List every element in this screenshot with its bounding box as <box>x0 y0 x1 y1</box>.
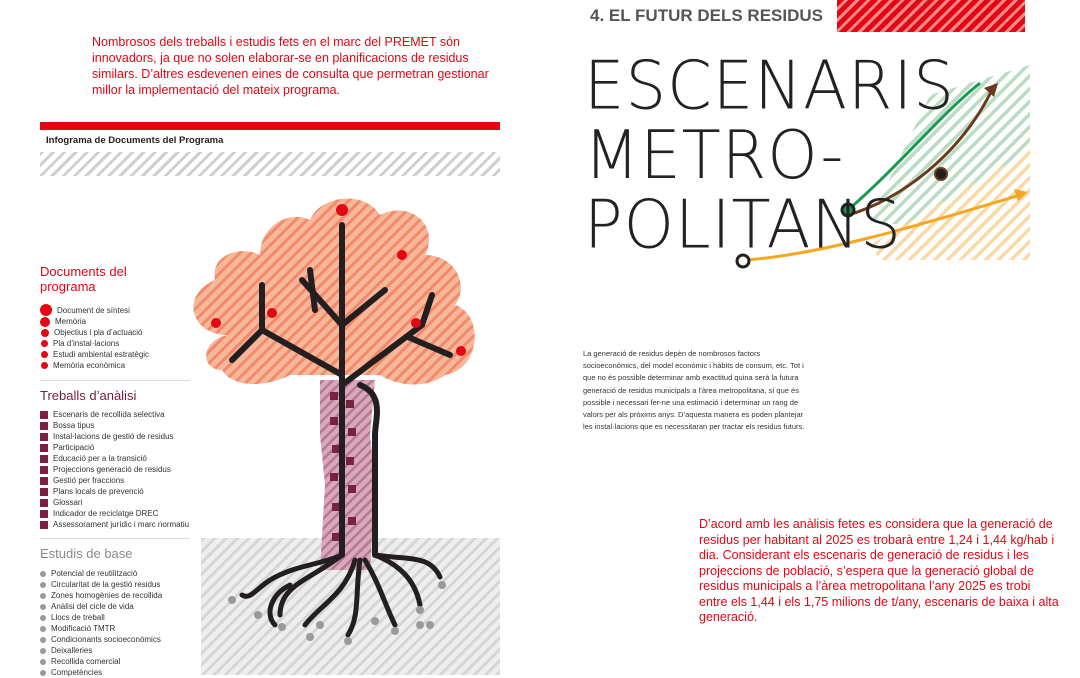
grey-dot-icon <box>40 626 46 632</box>
list-item: Deixalleries <box>40 645 162 656</box>
hatched-red-block <box>837 0 1025 32</box>
list-item: Plans locals de prevenció <box>40 486 189 497</box>
square-icon <box>40 521 48 529</box>
list-item: Recollida comercial <box>40 656 162 667</box>
list-item: Circularitat de la gestió residus <box>40 579 162 590</box>
red-dot-icon <box>41 340 48 347</box>
tree-trunk <box>320 380 375 570</box>
list-item: Llocs de treball <box>40 612 162 623</box>
list-item: Condicionants socioeconòmics <box>40 634 162 645</box>
list-item: Participació <box>40 442 189 453</box>
title-line-2: METRO- <box>584 117 845 195</box>
infographic-label: Infograma de Documents del Programa <box>46 135 224 146</box>
list-item: Instal·lacions de gestió de residus <box>40 431 189 442</box>
red-dot-icon <box>41 351 48 358</box>
grey-dot-icon <box>40 648 46 654</box>
list-item: Estudi ambiental estratègic <box>40 349 149 360</box>
list-item: Assessorament jurídic i marc normatiu <box>40 519 189 530</box>
square-icon <box>40 466 48 474</box>
grey-dot-icon <box>40 582 46 588</box>
list-item: Indicador de reciclatge DREC <box>40 508 189 519</box>
grey-dot-icon <box>40 659 46 665</box>
red-dot-icon <box>40 317 50 327</box>
square-icon <box>40 488 48 496</box>
list-item: Educació per a la transició <box>40 453 189 464</box>
square-icon <box>40 433 48 441</box>
square-icon <box>40 510 48 518</box>
intro-paragraph: Nombrosos dels treballs i estudis fets en el marc del PREMET són innovadors, ja que no solen elaborar-se en planificacions de residus similars. D’altres esdevenen eines de consulta que permetran gestionar millor la implementació del mateix programa. <box>92 35 489 97</box>
section-heading-text: 4. EL FUTUR DELS RESIDUS <box>590 6 823 25</box>
highlight-paragraph: D’acord amb les anàlisis fetes es considera que la generació de residus per habitant al 2025 es trobarà entre 1,24 i 1,44 kg/hab i dia. Considerant els escenaris de generació de residus i les projeccions de població, s’espera que la generació global de residus municipals a l’àrea metropolitana l’any 2025 es trobi entre els 1,44 i els 1,75 milions de t/any, escenaris de baixa i alta generació. <box>699 517 1059 624</box>
section-heading <box>590 0 1025 32</box>
list-item: Projeccions generació de residus <box>40 464 189 475</box>
list-item: Escenaris de recollida selectiva <box>40 409 189 420</box>
documents-title: Documents del programa <box>40 264 127 294</box>
list-item: Modificació TMTR <box>40 623 162 634</box>
divider <box>40 380 190 381</box>
base-studies-list <box>40 568 162 678</box>
list-item: Objectius i pla d’actuació <box>40 327 149 338</box>
list-item: Bossa tipus <box>40 420 189 431</box>
list-item: Competències <box>40 667 162 678</box>
analysis-list <box>40 409 189 530</box>
documents-list <box>40 304 149 371</box>
grey-dot-icon <box>40 637 46 643</box>
list-item: Memòria <box>40 316 149 327</box>
square-icon <box>40 444 48 452</box>
analysis-title: Treballs d’anàlisi <box>40 388 137 403</box>
list-item: Glossari <box>40 497 189 508</box>
red-dot-icon <box>41 362 48 369</box>
red-stripe <box>40 122 500 130</box>
list-item: Gestió per fraccions <box>40 475 189 486</box>
title-line-3: POLITANS <box>584 186 902 265</box>
list-item: Document de síntesi <box>40 304 149 316</box>
list-item: Anàlisi del cicle de vida <box>40 601 162 612</box>
body-paragraph: La generació de residus depèn de nombrosos factors socioeconòmics, del model econòmic i hàbits de consum, etc. Tot i que no és possible determinar amb exactitud quina serà la futura generació de residus municipals a l’àrea metropolitana, sí que és possible i necessari fer-ne una estimació i determinar un rang de valors per als pròxims anys. D’aquesta manera es poden plantejar les instal·lacions que es necessitaran per tractar els residus futurs. <box>583 349 805 432</box>
grey-dot-icon <box>40 615 46 621</box>
page-title <box>584 47 955 265</box>
square-icon <box>40 411 48 419</box>
grey-dot-icon <box>40 571 46 577</box>
red-dot-icon <box>40 304 52 316</box>
tree-illustration <box>170 185 505 675</box>
divider <box>40 538 190 539</box>
hatch-band <box>40 152 500 176</box>
list-item: Zones homogènies de recollida <box>40 590 162 601</box>
title-line-1: ESCENARIS <box>584 47 955 126</box>
list-item: Pla d’instal·lacions <box>40 338 149 349</box>
infographic-header <box>40 122 500 176</box>
red-dot-icon <box>41 329 49 337</box>
square-icon <box>40 422 48 430</box>
square-icon <box>40 477 48 485</box>
base-studies-title: Estudis de base <box>40 546 133 561</box>
list-item: Potencial de reutilització <box>40 568 162 579</box>
grey-dot-icon <box>40 604 46 610</box>
grey-dot-icon <box>40 593 46 599</box>
square-icon <box>40 499 48 507</box>
square-icon <box>40 455 48 463</box>
list-item: Memòria econòmica <box>40 360 149 371</box>
